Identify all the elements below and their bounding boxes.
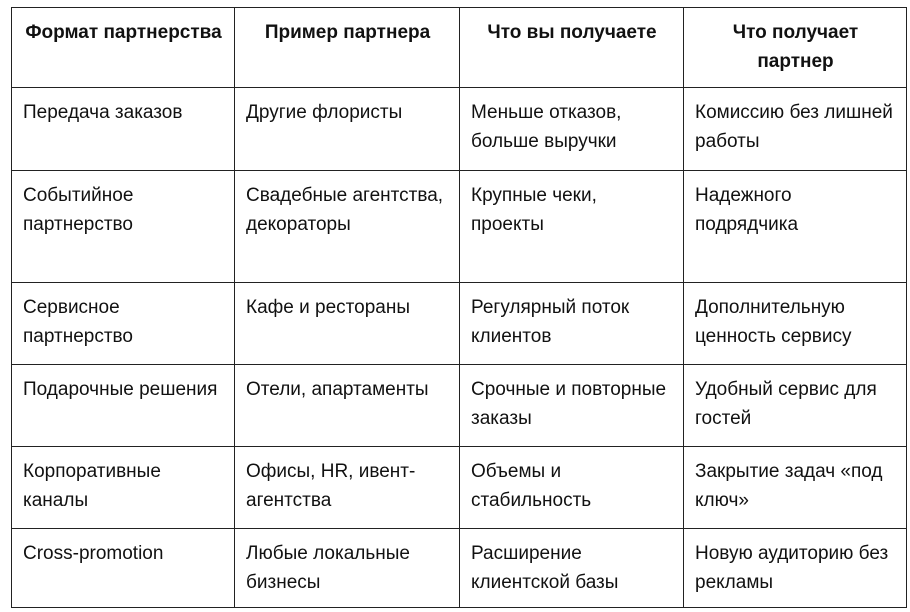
cell-partner-gets: Удобный сервис для гостей xyxy=(684,365,907,447)
cell-you-get: Регулярный поток клиентов xyxy=(460,283,684,365)
cell-format: Cross-promotion xyxy=(12,529,235,608)
cell-partner-example: Отели, апартаменты xyxy=(235,365,460,447)
cell-you-get: Расширение клиентской базы xyxy=(460,529,684,608)
cell-format: Корпоративные каналы xyxy=(12,447,235,529)
cell-partner-example: Офисы, HR, ивент-агентства xyxy=(235,447,460,529)
table-row xyxy=(12,447,907,529)
cell-format: Сервисное партнерство xyxy=(12,283,235,365)
cell-you-get: Меньше отказов, больше выручки xyxy=(460,88,684,171)
cell-format: Подарочные решения xyxy=(12,365,235,447)
table-header-row xyxy=(12,8,907,88)
table-row xyxy=(12,529,907,608)
cell-partner-gets: Комиссию без лишней работы xyxy=(684,88,907,171)
cell-partner-gets: Новую аудиторию без рекламы xyxy=(684,529,907,608)
cell-format: Передача заказов xyxy=(12,88,235,171)
table-row xyxy=(12,365,907,447)
table-row xyxy=(12,171,907,283)
cell-you-get: Срочные и повторные заказы xyxy=(460,365,684,447)
cell-partner-gets: Дополнительную ценность сервису xyxy=(684,283,907,365)
cell-partner-example: Свадебные агентства, декораторы xyxy=(235,171,460,283)
cell-you-get: Объемы и стабильность xyxy=(460,447,684,529)
header-format: Формат партнерства xyxy=(12,8,235,88)
header-you-get: Что вы получаете xyxy=(460,8,684,88)
table-row xyxy=(12,88,907,171)
cell-partner-example: Другие флористы xyxy=(235,88,460,171)
cell-partner-example: Кафе и рестораны xyxy=(235,283,460,365)
cell-format: Событийное партнерство xyxy=(12,171,235,283)
cell-you-get: Крупные чеки, проекты xyxy=(460,171,684,283)
table-row xyxy=(12,283,907,365)
cell-partner-example: Любые локальные бизнесы xyxy=(235,529,460,608)
partnership-table xyxy=(11,7,907,608)
cell-partner-gets: Закрытие задач «под ключ» xyxy=(684,447,907,529)
header-partner-example: Пример партнера xyxy=(235,8,460,88)
cell-partner-gets: Надежного подрядчика xyxy=(684,171,907,283)
header-partner-gets: Что получает партнер xyxy=(684,8,907,88)
